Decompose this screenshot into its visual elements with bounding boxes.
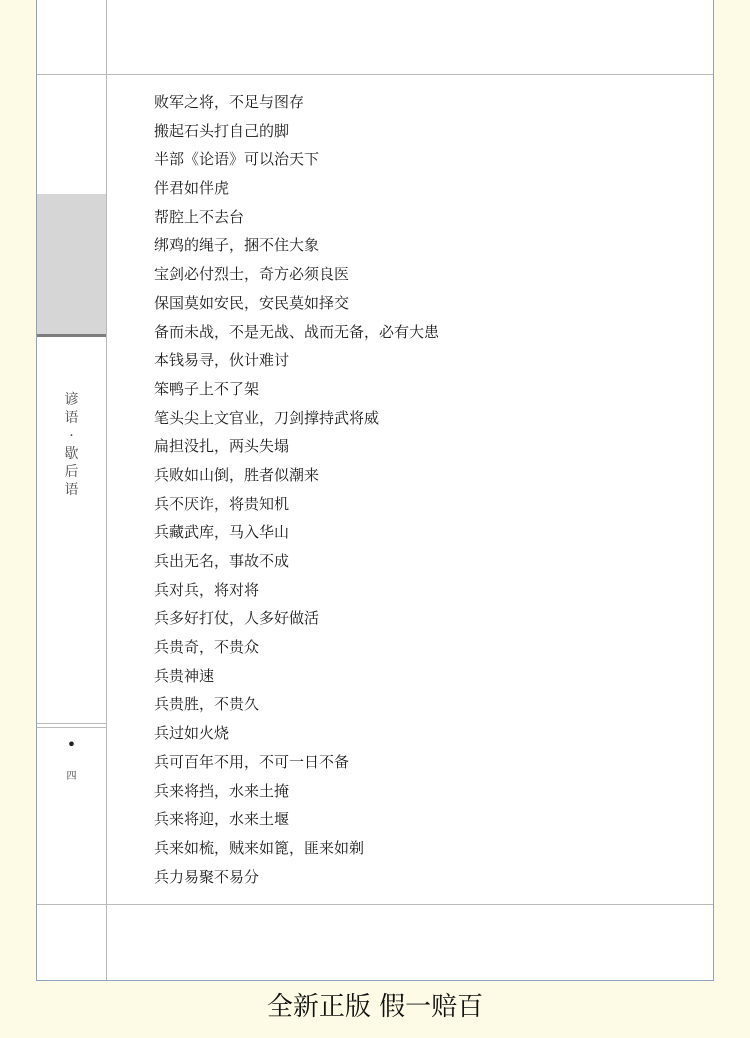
proverb-entry: 兵对兵，将对将 <box>154 580 260 599</box>
sidebar-thin-rule <box>37 723 106 724</box>
page-number: 四 <box>66 771 77 782</box>
proverb-entry: 兵多好打仗，人多好做活 <box>154 609 320 628</box>
section-title-char: 语 <box>64 410 79 426</box>
proverb-entry: 兵贵奇，不贵众 <box>154 638 260 657</box>
book-page <box>36 0 714 981</box>
authenticity-banner: 全新正版 假一赔百 <box>266 992 484 1022</box>
section-title-char: · <box>69 428 74 444</box>
proverb-entry: 败军之将，不足与图存 <box>154 93 305 111</box>
proverb-entry: 兵不厌诈，将贵知机 <box>154 494 290 513</box>
proverb-entry: 兵来将迎，水来土堰 <box>154 810 290 829</box>
proverb-entry: 兵藏武库，马入华山 <box>154 523 290 542</box>
proverb-entry: 帮腔上不去台 <box>154 207 245 226</box>
proverb-entry: 兵力易聚不易分 <box>154 867 260 886</box>
proverb-entry: 笔头尖上文官业，刀剑撑持武将威 <box>154 408 380 427</box>
proverb-entry: 半部《论语》可以治天下 <box>154 150 320 169</box>
proverb-entry: 伴君如伴虎 <box>154 179 230 198</box>
section-title-char: 后 <box>64 464 79 480</box>
section-title-char: 谚 <box>64 392 79 408</box>
sidebar-thick-rule <box>37 334 106 337</box>
proverb-entry: 扁担没扎，两头失塌 <box>154 437 290 456</box>
section-title-char: 语 <box>64 482 79 498</box>
proverb-entry: 本钱易寻，伙计难讨 <box>154 351 290 370</box>
proverb-entry: 兵贵神速 <box>154 666 215 685</box>
proverb-entry: 兵败如山倒，胜者似潮来 <box>154 465 320 484</box>
proverb-entry: 兵可百年不用，不可一日不备 <box>154 752 350 771</box>
proverb-entry: 兵来如梳，贼来如篦，匪来如剃 <box>154 838 365 857</box>
bottom-rule <box>37 904 713 905</box>
proverb-entry: 兵来将挡，水来土掩 <box>154 781 290 800</box>
proverb-entry: 兵贵胜，不贵久 <box>154 695 260 714</box>
section-title-char: 歇 <box>64 446 79 462</box>
sidebar-thin-rule <box>37 727 106 728</box>
section-title <box>37 391 106 499</box>
proverb-entry: 笨鸭子上不了架 <box>154 379 260 398</box>
proverb-entry: 兵过如火烧 <box>154 724 230 743</box>
proverb-entry: 保国莫如安民，安民莫如择交 <box>154 293 350 312</box>
proverb-entry: 绑鸡的绳子，捆不住大象 <box>154 236 320 255</box>
proverb-list <box>154 88 439 891</box>
proverb-entry: 搬起石头打自己的脚 <box>154 121 290 140</box>
sidebar-gray-block <box>37 194 106 334</box>
proverb-entry: 宝剑必付烈士，奇方必须良医 <box>154 265 350 284</box>
sidebar-bullet: • <box>66 735 77 754</box>
top-rule <box>37 74 713 75</box>
proverb-entry: 兵出无名，事故不成 <box>154 552 290 570</box>
proverb-entry: 备而未战，不是无战、战而无备，必有大患 <box>154 322 440 341</box>
margin-divider-vertical <box>106 0 107 980</box>
